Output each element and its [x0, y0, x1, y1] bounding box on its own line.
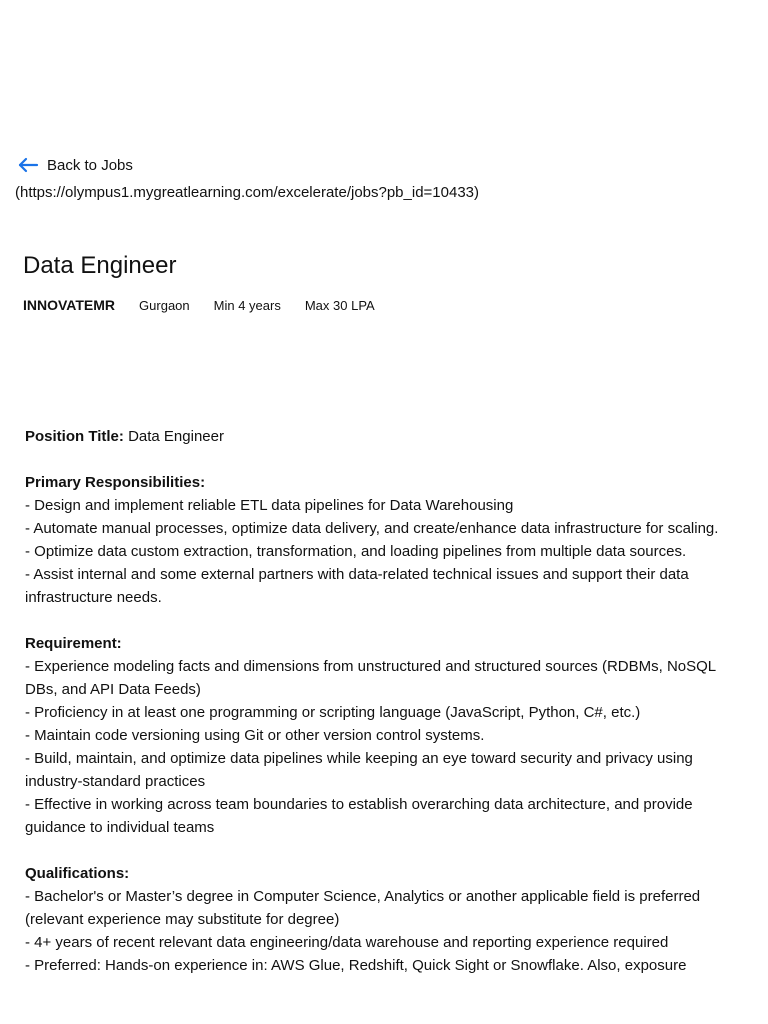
position-title-label: Position Title: — [25, 428, 124, 445]
job-location: Gurgaon — [139, 298, 190, 313]
list-item: - Automate manual processes, optimize data delivery, and create/enhance data infrastructure for scaling. — [25, 520, 719, 537]
company-name: INNOVATEMR — [23, 297, 116, 313]
list-item: - Bachelor's or Master’s degree in Computer Science, Analytics or another applicable field is preferred (relevant experience may substitute for degree) — [25, 888, 701, 928]
qualifications-heading: Qualifications: — [25, 865, 130, 882]
list-item: - Preferred: Hands-on experience in: AWS Glue, Redshift, Quick Sight or Snowflake. Also, exposure — [25, 957, 687, 974]
arrow-left-icon — [17, 154, 39, 176]
job-meta — [23, 297, 399, 313]
list-item: - Maintain code versioning using Git or other version control systems. — [25, 727, 485, 744]
list-item: - Effective in working across team boundaries to establish overarching data architecture, and provide guidance to individual teams — [25, 796, 693, 836]
list-item: - Optimize data custom extraction, transformation, and loading pipelines from multiple data sources. — [25, 543, 687, 560]
list-item: - Proficiency in at least one programming or scripting language (JavaScript, Python, C#, etc.) — [25, 704, 641, 721]
primary-responsibilities-heading: Primary Responsibilities: — [25, 474, 206, 491]
list-item: - 4+ years of recent relevant data engineering/data warehouse and reporting experience required — [25, 934, 669, 951]
back-to-jobs-link[interactable] — [17, 154, 133, 176]
list-item: - Experience modeling facts and dimensions from unstructured and structured sources (RDBMs, NoSQL DBs, and API Data Feeds) — [25, 658, 716, 698]
job-description — [25, 425, 745, 977]
list-item: - Build, maintain, and optimize data pipelines while keeping an eye toward security and privacy using industry-standard practices — [25, 750, 693, 790]
position-title-line — [25, 425, 745, 448]
list-item: - Assist internal and some external partners with data-related technical issues and support their data infrastructure needs. — [25, 566, 689, 606]
back-url-text[interactable]: (https://olympus1.mygreatlearning.com/excelerate/jobs?pb_id=10433) — [15, 184, 480, 201]
requirement-heading: Requirement: — [25, 635, 122, 652]
job-title: Data Engineer — [23, 252, 177, 279]
job-salary: Max 30 LPA — [304, 298, 375, 313]
position-title-value: Data Engineer — [123, 428, 224, 445]
list-item: - Design and implement reliable ETL data pipelines for Data Warehousing — [25, 497, 514, 514]
job-experience: Min 4 years — [213, 298, 281, 313]
back-to-jobs-label: Back to Jobs — [47, 156, 133, 174]
